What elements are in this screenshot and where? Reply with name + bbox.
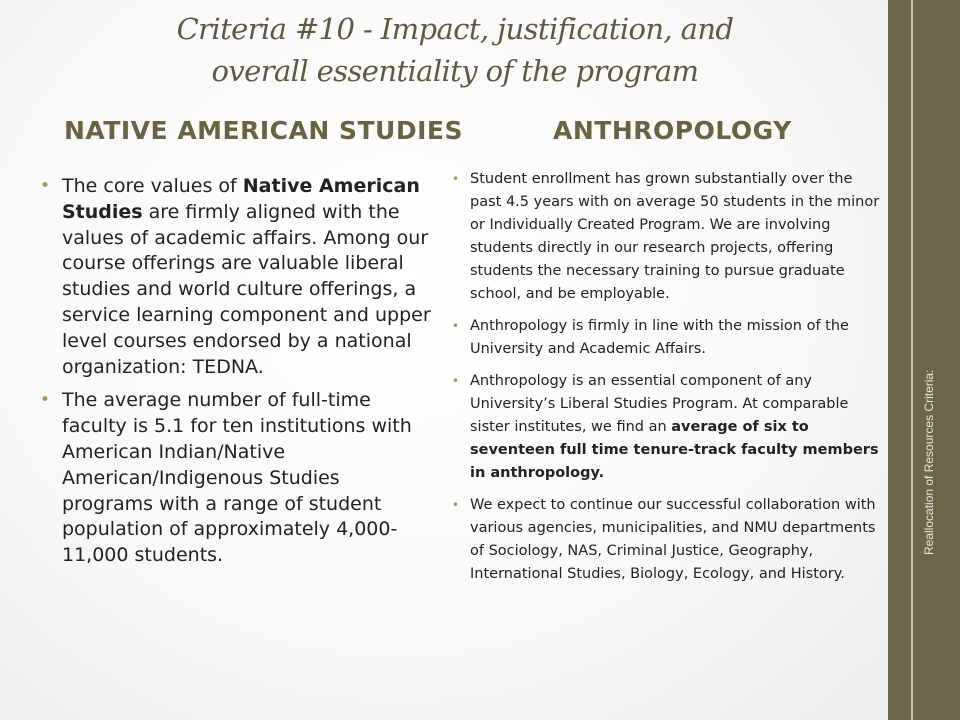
bullet-dot-icon: • [40,176,51,196]
title-line-2: overall essentiality of the program [211,54,699,88]
bullet-dot-icon: • [452,319,460,333]
slide-title [60,8,850,92]
anthro-bullet-2: • Anthropology is firmly in line with the mission of the University and Academic Affairs. [452,315,880,361]
sidebar [888,0,960,720]
anthro-bullet-1: • Student enrollment has grown substantially over the past 4.5 years with on average 50 students in the minor or Individually Created Program. We are involving students directly in our research projects, offering students the necessary training to pursue graduate school, and be employable. [452,168,880,306]
bullet-dot-icon: • [452,374,460,388]
title-line-1: Criteria #10 - Impact, justification, and [176,12,734,46]
bullet-dot-icon: • [452,498,460,512]
nas-bullet-1: • The core values of Native American Studies are firmly aligned with the values of academic affairs. Among our course offerings are valuable liberal studies and world culture offerings, a service learning component and upper level courses endorsed by a national organization: TEDNA. [40,175,431,378]
sidebar-label: Reallocation of Resources Criteria: [922,369,936,555]
nas-bold-text: Native American Studies [62,175,420,223]
heading-anthropology: ANTHROPOLOGY [553,116,792,145]
heading-native-american-studies: NATIVE AMERICAN STUDIES [64,116,463,145]
sidebar-divider [911,0,913,720]
bullet-dot-icon: • [452,172,460,186]
anthro-bold-text: average of six to seventeen full time tenure-track faculty members in anthropology. [470,419,879,481]
bullet-dot-icon: • [40,390,51,411]
anthro-bullet-3: • Anthropology is an essential component of any University’s Liberal Studies Program. At comparable sister institutes, we find an average of six to seventeen full time tenure-track faculty members in anthropology. [452,370,880,485]
nas-bullet-list [40,174,432,577]
anthro-bullet-4: • We expect to continue our successful collaboration with various agencies, municipalities, and NMU departments of Sociology, NAS, Criminal Justice, Geography, International Studies, Biology, Ecology, and History. [452,494,880,586]
nas-bullet-2: • The average number of full-time faculty is 5.1 for ten institutions with American Indian/Native American/Indigenous Studies programs with a range of student population of approximately 4,000-11,000 students. [40,389,412,567]
anthropology-bullet-list [452,168,880,595]
